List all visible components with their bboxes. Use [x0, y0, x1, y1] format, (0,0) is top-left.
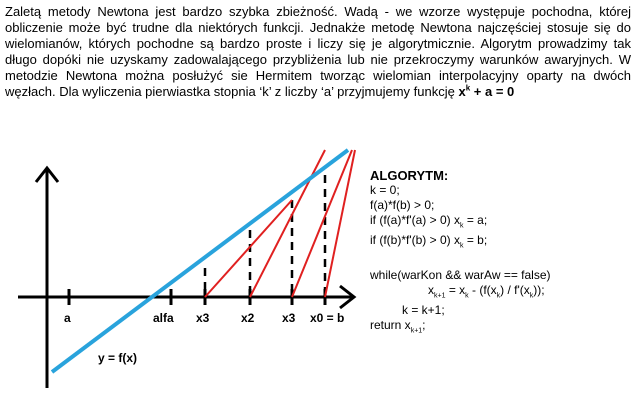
upd-sub4: k [529, 292, 534, 300]
upd-sub1: k+1 [434, 292, 446, 300]
upd-sub3: k [496, 292, 501, 300]
upd-d: ) / f'(x [500, 282, 530, 297]
algorithm-title: ALGORYTM: [370, 168, 449, 183]
tangent-line-3 [292, 150, 352, 297]
label-curve: y = f(x) [98, 351, 138, 365]
algo-if-b-text: if (f(b)*f'(b) > 0) x [370, 233, 460, 248]
label-x2: x2 [241, 311, 255, 325]
algo-line-return [370, 318, 551, 338]
upd-e: )); [533, 282, 545, 297]
upd-a: x [428, 282, 434, 297]
algo-if-a-end: = a; [463, 213, 488, 227]
upd-c: - (f(x [468, 282, 497, 297]
algo-if-a-sub: k [459, 222, 464, 230]
algo-if-b-sub: k [459, 242, 464, 250]
algo-line-if-b [370, 233, 551, 253]
formula-rest: + a = 0 [470, 84, 515, 99]
label-a: a [64, 311, 71, 325]
label-x0-b: x0 = b [310, 311, 345, 325]
intro-text: Zaletą metody Newtona jest bardzo szybka zbieżność. Wadą - we wzorze występuje pochodna, której obliczenie może być trudne dla niektórych funkcji. Jednakże metodę Newtona najczęściej stosuje się do wielomianów, których pochodne są bardzo proste i liczy się je algorytmicznie. Algorytm prowadzimy tak długo dopóki nie uzyskamy zadowalającego przybliżenia lub nie przekroczymy warunków awaryjnych. W metodzie Newtona można posłużyć sie Hermitem tworząc wielomian interpolacyjny oparty na dwóch węzłach. Dla wyliczenia pierwiastka stopnia ‘k’ z liczby ‘a’ przyjmujemy funkcję [5, 4, 631, 99]
algo-line-init: k = 0; [370, 183, 400, 197]
upd-b: = x [445, 282, 466, 297]
ret-b: ; [422, 318, 426, 333]
label-x3-left: x3 [196, 311, 210, 325]
algo-line-while: while(warKon && warAw == false) [370, 267, 551, 282]
algo-line-update [370, 283, 551, 303]
algo-line-condition: f(a)*f(b) > 0; [370, 198, 435, 212]
ret-sub: k+1 [410, 327, 423, 335]
tangent-line-2 [250, 150, 325, 297]
algo-line-if-a [370, 213, 551, 233]
formula-base: x [458, 84, 466, 99]
label-x3-right: x3 [282, 311, 296, 325]
label-alfa: alfa [153, 311, 174, 325]
tangent-line-4 [325, 150, 355, 297]
ret-a: return x [370, 318, 411, 333]
function-curve [52, 150, 348, 372]
algo-line-increment: k = k+1; [402, 303, 445, 318]
algo-gap [370, 254, 551, 268]
formula-exponent: k [465, 83, 471, 93]
algo-if-b-end: = b; [463, 233, 488, 248]
algorithm-block [370, 168, 551, 339]
algo-if-a-text: if (f(a)*f'(a) > 0) x [370, 213, 460, 227]
upd-sub2: k [465, 292, 469, 300]
